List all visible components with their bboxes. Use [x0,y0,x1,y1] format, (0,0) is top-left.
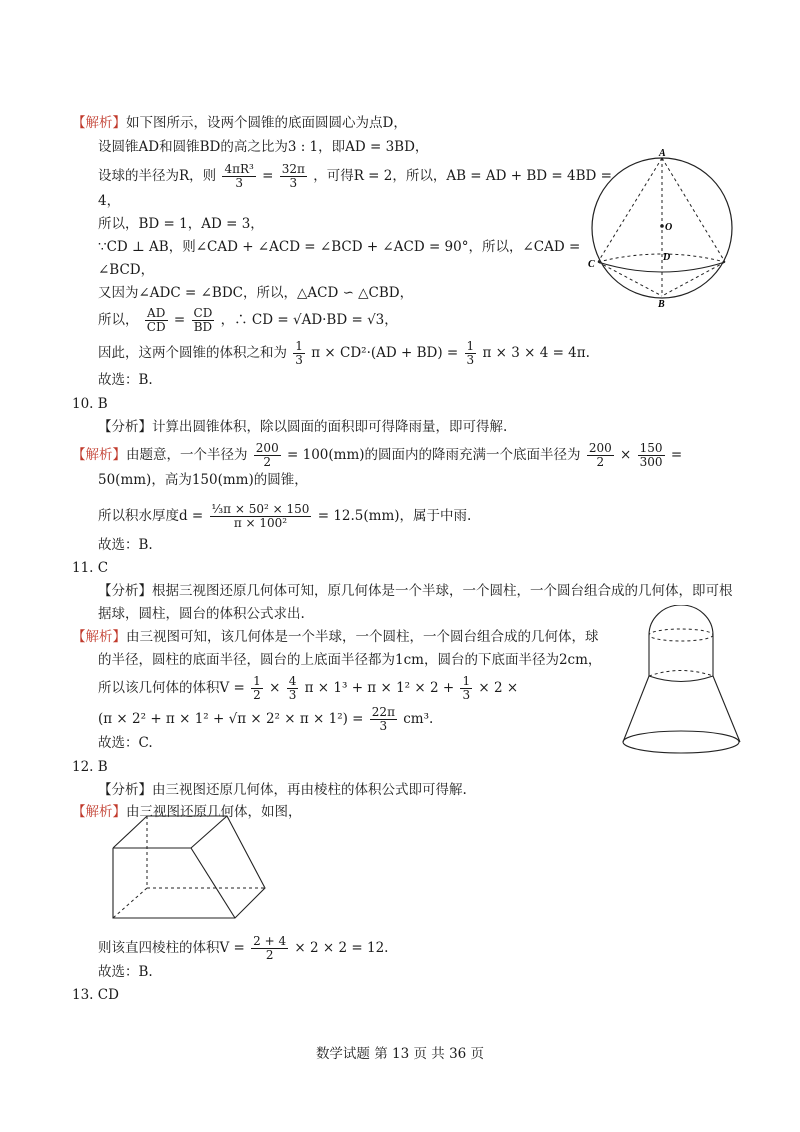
solution-line: 50(mm)，高为150(mm)的圆锥， [98,472,308,488]
text: = 12.5(mm)，属于中雨. [317,508,472,524]
fraction: $\frac{200}{2}$ [255,441,279,469]
solution-line: 故选：B. [98,372,153,388]
text: = [262,168,274,184]
jiexi-tag: 【解析】 [72,804,126,820]
solution-line [98,340,590,367]
text: 所以积水厚度d = [98,508,204,524]
point-label-c: C [588,259,595,270]
point-label-d: D [663,252,671,263]
fraction: $\frac{1}{3}$ [466,339,475,367]
solution-line [72,627,599,647]
fraction: $\frac{22\pi}{3}$ [371,705,395,733]
text: ，∴ CD = √AD·BD = √3， [220,312,398,328]
solution-line: 的半径，圆柱的底面半径，圆台的上底面半径都为1cm，圆台的下底面半径为2cm， [98,652,602,668]
text: × 2 × 2 = 12. [294,940,389,956]
solution-line [98,307,398,334]
text: (π × 2² + π × 1² + √π × 2² × π × 1²) = [98,711,364,727]
analysis-line: 据球，圆柱，圆台的体积公式求出. [98,606,305,622]
solution-line: ∵CD ⊥ AB，则∠CAD + ∠ACD = ∠BCD + ∠ACD = 90°，所以，∠CAD = [98,239,581,255]
jiexi-tag: 【解析】 [72,447,126,463]
solution-line: 又因为∠ADC = ∠BDC，所以，△ACD ∽ △CBD， [98,285,414,301]
text: × [620,447,632,463]
solution-line [98,706,433,733]
answer-line: 13. CD [72,987,119,1003]
right-prism-figure [105,810,275,925]
text: 因此，这两个圆锥的体积之和为 [98,345,287,361]
text: 如下图所示，设两个圆锥的底面圆圆心为点D， [126,115,407,131]
fraction: $\frac{2 + 4}{2}$ [253,934,287,962]
text: × [269,680,281,696]
text: 则该直四棱柱的体积V = [98,940,245,956]
analysis-line: 【分析】由三视图还原几何体，再由棱柱的体积公式即可得解. [98,782,467,798]
solution-line [72,442,682,469]
solution-line: 故选：C. [98,735,153,751]
fraction: $\frac{\text{4πR³}}{3}$ [224,162,254,190]
fraction: $\frac{AD}{CD}$ [146,306,166,334]
solution-line: 故选：B. [98,964,153,980]
text: × 2 × [478,680,519,696]
text: = [173,312,186,328]
text: 设球的半径为R，则 [98,168,217,184]
analysis-line: 【分析】根据三视图还原几何体可知，原几何体是一个半球，一个圆柱，一个圆台组合成的几何体，即可根 [98,583,733,599]
solution-line: ∠BCD， [98,262,155,278]
solution-line: 所以，BD = 1，AD = 3， [98,216,264,232]
text: 由题意，一个半径为 [126,447,248,463]
fraction: $\frac{\text{⅓π × 50² × 150}}{\text{π × 100²}}$ [211,502,310,530]
sphere-cone-figure [585,148,740,310]
fraction: $\frac{1}{3}$ [295,339,303,367]
fraction: $\frac{150}{300}$ [639,441,663,469]
fraction: $\frac{32\pi}{3}$ [281,162,305,190]
fraction: $\frac{200}{2}$ [588,441,612,469]
fraction: $\frac{1}{3}$ [462,674,471,702]
text: cm³. [403,711,434,727]
text: π × 1³ + π × 1² × 2 + [304,680,455,696]
text: 所以， [98,312,139,328]
solution-line [72,113,407,133]
point-label-o: O [665,222,673,233]
solution-line: 故选：B. [98,537,153,553]
fraction: $\frac{CD}{BD}$ [193,306,213,334]
solution-line [98,675,518,702]
text: 所以该几何体的体积V = [98,680,245,696]
point-label-a: A [659,148,666,159]
text: π × CD²·(AD + BD) = [311,345,459,361]
fraction: $\frac{1}{2}$ [253,674,261,702]
jiexi-tag: 【解析】 [72,115,126,131]
hemisphere-cylinder-frustum-figure [618,605,753,755]
solution-line: 设圆锥AD和圆锥BD的高之比为3 : 1，即AD = 3BD， [98,139,429,155]
text: 由三视图可知，该几何体是一个半球，一个圆柱，一个圆台组合成的几何体，球 [126,629,599,645]
analysis-line: 【分析】计算出圆锥体积，除以圆面的面积即可得降雨量，即可得解. [98,419,508,435]
text: = [670,447,683,463]
text: 由三视图还原几何体，如图， [126,804,302,820]
solution-line [98,935,388,962]
solution-line [98,503,471,530]
point-label-b: B [658,299,665,310]
answer-line: 10. B [72,396,108,412]
jiexi-tag: 【解析】 [72,629,126,645]
answer-line: 12. B [72,759,108,775]
page-footer: 数学试题 第 13 页 共 36 页 [315,1046,485,1062]
answer-line: 11. C [72,560,109,576]
solution-line [98,163,612,190]
text: ，可得R = 2，所以，AB = AD + BD = 4BD = [313,168,612,184]
fraction: $\frac{4}{3}$ [288,674,297,702]
text: π × 3 × 4 = 4π. [482,345,590,361]
text: = 100(mm)的圆面内的降雨充满一个底面半径为 [287,447,581,463]
solution-line: 4， [98,193,121,209]
